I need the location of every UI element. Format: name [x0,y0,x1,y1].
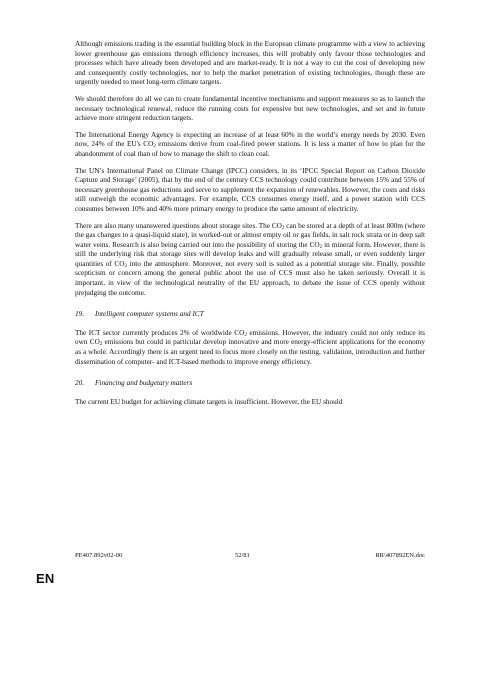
section-title: Intelligent computer systems and ICT [95,310,204,319]
subscript: 2 [319,244,323,250]
footer-document-ref: PE407.892v02-00 [75,552,123,559]
text-segment: in mineral form. However, there is still the underlying risk that storage sites will develop leaks and will gradually release small, or even suddenly larger quantities of CO [75,240,426,268]
paragraph-storage-sites [75,222,425,299]
section-heading-19 [75,310,425,320]
text-segment: into the atmosphere. Moreover, not every soil is suited as a potential storage site. Finally, possible scepticism or concern among the general public about the use of CCS must also be taken seriously. Overall it is important, in view of the technological neutrality of the EU approach, to debate the issue of CCS openly without prejudging the outcome. [75,259,425,297]
subscript: 2 [153,144,156,150]
language-code: EN [36,571,55,586]
paragraph-budget: The current EU budget for achieving climate targets is insufficient. However, the EU should [75,397,343,406]
section-title: Financing and budgetary matters [95,379,193,388]
subscript: 2 [281,225,285,231]
text-segment: emissions derive from coal-fired power stations. It is less a matter of how to plan for the abandonment of coal than of how to manage the shift to clean coal. [75,140,425,158]
paragraph-ict [75,329,425,367]
subscript: 2 [244,332,247,338]
paragraph-emissions-trading: Although emissions trading is the essential building block in the European climate programme with a view to achieving lower greenhouse gas emissions through efficiency increases, this will probably only favour those technologies and processes which have already been developed and are market-ready. It is not a way to cut the cost of developing new and consequently costly technologies, nor to help the market penetration of existing technologies, though these are urgently needed to meet long-term climate targets. [75,40,425,87]
document-body [75,40,425,414]
paragraph-ipcc: The UN’s International Panel on Climate Change (IPCC) considers, in its ‘IPCC Special Report on Carbon Dioxide Capture and Storage’ (2005), that by the end of the century CCS technology could contribute between 15% and 55% of necessary greenhouse gas reductions and serve to supplement the expansion of renewables. However, the costs and risks still outweigh the economic advantages. For example, CCS consumes energy itself, and a power station with CCS consumes between 10% and 40% more primary energy to produce the same amount of electricity. [75,166,425,213]
section-heading-20 [75,379,425,389]
text-segment: The ICT sector currently produces 2% of worldwide CO [75,328,245,337]
text-segment: The International Energy Agency is expecting an increase of at least 60% in the world’s energy needs by 2030. Even now, 24% of the EU's CO [75,130,425,149]
text-segment: emissions but could in particular develop innovative and more energy-efficient applications for the economy as a whole. Accordingly there is an urgent need to focus more closely on the testing, validation, introduction and further dissemination of computer- and ICT-based methods to improve energy efficiency. [75,338,426,366]
footer-file-name: RR\407892EN.doc [375,552,425,559]
subscript: 2 [99,342,103,348]
text-segment: emissions. However, the industry could not only reduce its own CO [75,328,425,347]
section-number: 19. [75,310,85,319]
paragraph-iea [75,131,425,160]
footer-page-number: 52/81 [235,552,250,559]
subscript: 2 [124,263,127,269]
text-segment: can be stored at a depth of at least 800m (where the gas changes to a quasi-liquid state), in worked-out or almost empty oil or gas fields, in salt rock strata or in deep salt water veins. Research is also being carried out into the possibility of storing the CO [75,221,425,249]
paragraph-incentives: We should therefore do all we can to create fundamental incentive mechanisms and support measures so as to launch the necessary technological renewal, reduce the running costs for expensive but new technologies, and set and in future achieve more stringent reduction targets. [75,94,425,123]
text-segment: There are also many unanswered questions about storage sites. The CO [75,221,282,230]
section-number: 20. [75,379,85,388]
